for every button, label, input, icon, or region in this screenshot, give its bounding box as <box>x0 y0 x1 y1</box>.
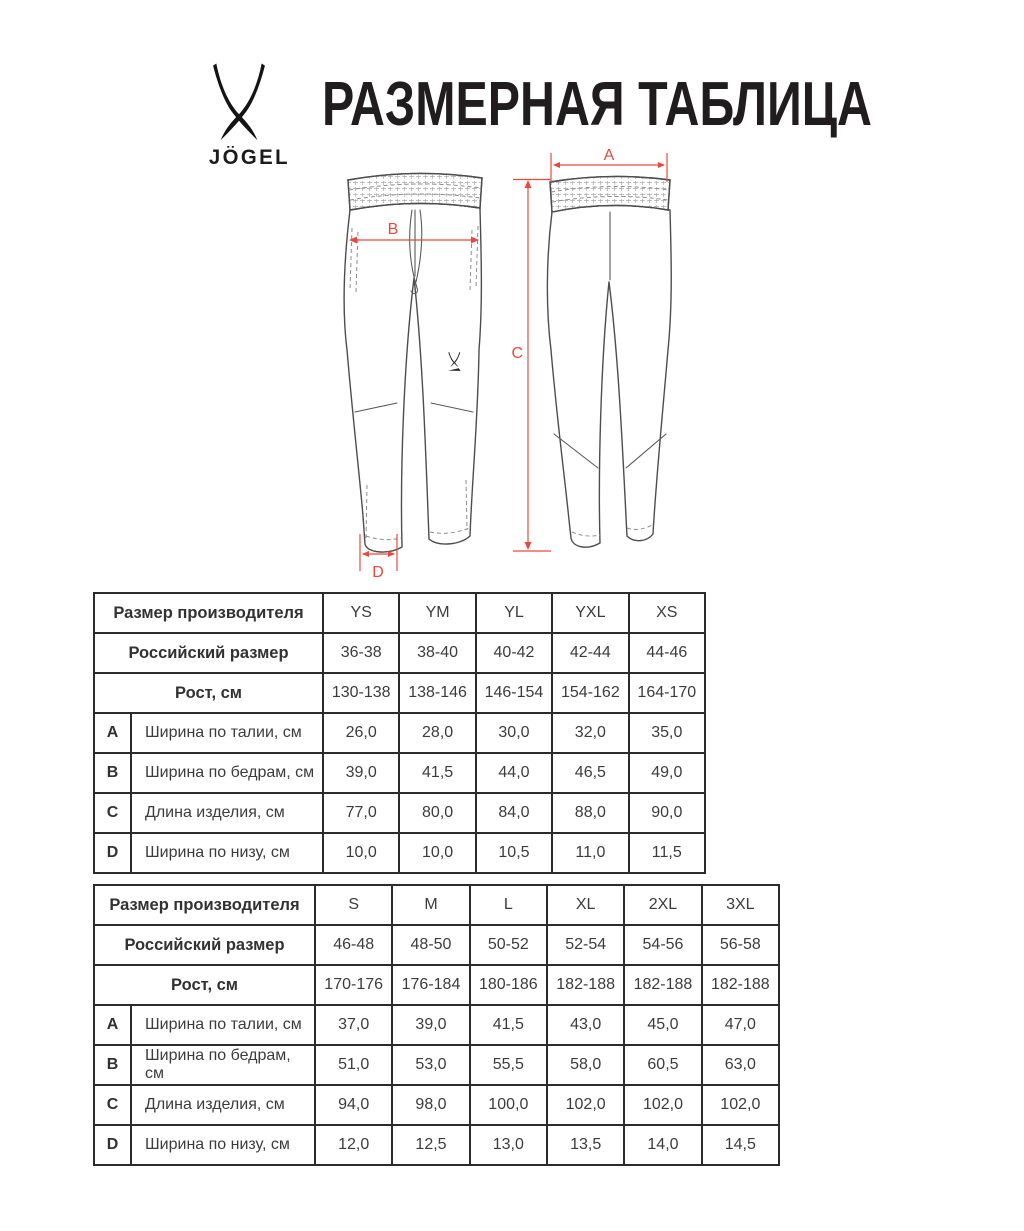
measure-value-cell: 43,0 <box>547 1005 624 1045</box>
measure-value-cell: 63,0 <box>702 1045 779 1085</box>
measure-value-cell: 13,5 <box>547 1125 624 1165</box>
dim-label-c: C <box>511 345 523 362</box>
size-header-cell: L <box>470 885 547 925</box>
russian-size-cell: 56-58 <box>702 925 779 965</box>
height-cell: 154-162 <box>552 673 628 713</box>
measure-row <box>94 833 705 873</box>
height-cell: 180-186 <box>470 965 547 1005</box>
dimension-c <box>511 180 551 552</box>
russian-size-cell: 54-56 <box>624 925 701 965</box>
height-cell: 138-146 <box>399 673 475 713</box>
measure-letter-cell: B <box>94 1045 131 1085</box>
measure-value-cell: 98,0 <box>392 1085 469 1125</box>
russian-size-cell: 52-54 <box>547 925 624 965</box>
measure-row <box>94 753 705 793</box>
dim-label-b: B <box>387 221 399 238</box>
height-cell: 176-184 <box>392 965 469 1005</box>
russian-size-row <box>94 925 779 965</box>
measure-value-cell: 60,5 <box>624 1045 701 1085</box>
measure-value-cell: 100,0 <box>470 1085 547 1125</box>
size-header-cell: 3XL <box>702 885 779 925</box>
manufacturer-size-row <box>94 885 779 925</box>
measure-value-cell: 80,0 <box>399 793 475 833</box>
measure-name-cell: Длина изделия, см <box>131 793 323 833</box>
measure-name-cell: Длина изделия, см <box>131 1085 315 1125</box>
russian-size-cell: 42-44 <box>552 633 628 673</box>
measure-row <box>94 1045 779 1085</box>
pants-front-view <box>344 173 482 552</box>
height-cell: 182-188 <box>547 965 624 1005</box>
size-header-cell: 2XL <box>624 885 701 925</box>
measure-value-cell: 12,5 <box>392 1125 469 1165</box>
measure-value-cell: 10,0 <box>399 833 475 873</box>
measure-value-cell: 41,5 <box>399 753 475 793</box>
measure-letter-cell: A <box>94 1005 131 1045</box>
manufacturer-size-label: Размер производителя <box>94 885 315 925</box>
measure-value-cell: 84,0 <box>476 793 552 833</box>
measure-name-cell: Ширина по низу, см <box>131 1125 315 1165</box>
measure-name-cell: Ширина по талии, см <box>131 713 323 753</box>
measure-value-cell: 90,0 <box>629 793 705 833</box>
measure-value-cell: 45,0 <box>624 1005 701 1045</box>
measure-value-cell: 102,0 <box>702 1085 779 1125</box>
size-header-cell: M <box>392 885 469 925</box>
measure-value-cell: 35,0 <box>629 713 705 753</box>
height-cell: 182-188 <box>624 965 701 1005</box>
measure-value-cell: 32,0 <box>552 713 628 753</box>
page-title: РАЗМЕРНАЯ ТАБЛИЦА <box>322 70 872 139</box>
measure-row <box>94 793 705 833</box>
measure-value-cell: 28,0 <box>399 713 475 753</box>
measure-letter-cell: A <box>94 713 131 753</box>
size-header-cell: YM <box>399 593 475 633</box>
size-header-cell: YXL <box>552 593 628 633</box>
height-cell: 130-138 <box>323 673 399 713</box>
size-header-cell: YS <box>323 593 399 633</box>
russian-size-cell: 40-42 <box>476 633 552 673</box>
measure-value-cell: 53,0 <box>392 1045 469 1085</box>
measure-value-cell: 10,5 <box>476 833 552 873</box>
measure-value-cell: 55,5 <box>470 1045 547 1085</box>
measure-name-cell: Ширина по талии, см <box>131 1005 315 1045</box>
measure-value-cell: 44,0 <box>476 753 552 793</box>
measure-value-cell: 26,0 <box>323 713 399 753</box>
russian-size-cell: 36-38 <box>323 633 399 673</box>
measure-value-cell: 39,0 <box>323 753 399 793</box>
measure-value-cell: 11,5 <box>629 833 705 873</box>
size-table-adult <box>93 884 780 1166</box>
russian-size-label: Российский размер <box>94 925 315 965</box>
russian-size-cell: 38-40 <box>399 633 475 673</box>
russian-size-label: Российский размер <box>94 633 323 673</box>
measure-value-cell: 13,0 <box>470 1125 547 1165</box>
measure-value-cell: 11,0 <box>552 833 628 873</box>
measure-value-cell: 46,5 <box>552 753 628 793</box>
russian-size-cell: 46-48 <box>315 925 392 965</box>
height-row <box>94 965 779 1005</box>
dim-label-d: D <box>372 564 384 581</box>
russian-size-cell: 44-46 <box>629 633 705 673</box>
height-cell: 170-176 <box>315 965 392 1005</box>
size-header-cell: XL <box>547 885 624 925</box>
russian-size-cell: 50-52 <box>470 925 547 965</box>
size-header-cell: XS <box>629 593 705 633</box>
measure-letter-cell: B <box>94 753 131 793</box>
measure-letter-cell: C <box>94 793 131 833</box>
measure-value-cell: 94,0 <box>315 1085 392 1125</box>
height-cell: 164-170 <box>629 673 705 713</box>
measure-name-cell: Ширина по бедрам, см <box>131 753 323 793</box>
measure-value-cell: 39,0 <box>392 1005 469 1045</box>
measure-value-cell: 49,0 <box>629 753 705 793</box>
measure-letter-cell: D <box>94 1125 131 1165</box>
measure-value-cell: 41,5 <box>470 1005 547 1045</box>
measure-row <box>94 1085 779 1125</box>
manufacturer-size-row <box>94 593 705 633</box>
measure-value-cell: 47,0 <box>702 1005 779 1045</box>
russian-size-cell: 48-50 <box>392 925 469 965</box>
measure-letter-cell: C <box>94 1085 131 1125</box>
measure-value-cell: 12,0 <box>315 1125 392 1165</box>
height-label: Рост, см <box>94 965 315 1005</box>
measure-value-cell: 88,0 <box>552 793 628 833</box>
jogel-logo-icon <box>212 60 266 148</box>
measure-value-cell: 10,0 <box>323 833 399 873</box>
measure-value-cell: 102,0 <box>547 1085 624 1125</box>
measure-value-cell: 14,5 <box>702 1125 779 1165</box>
size-header-cell: YL <box>476 593 552 633</box>
size-header-cell: S <box>315 885 392 925</box>
height-label: Рост, см <box>94 673 323 713</box>
measure-value-cell: 30,0 <box>476 713 552 753</box>
height-row <box>94 673 705 713</box>
pants-size-diagram <box>320 140 710 600</box>
measure-value-cell: 77,0 <box>323 793 399 833</box>
manufacturer-size-label: Размер производителя <box>94 593 323 633</box>
measure-value-cell: 102,0 <box>624 1085 701 1125</box>
measure-name-cell: Ширина по бедрам, см <box>131 1045 315 1085</box>
measure-value-cell: 14,0 <box>624 1125 701 1165</box>
height-cell: 146-154 <box>476 673 552 713</box>
measure-row <box>94 1005 779 1045</box>
pants-back-view <box>547 176 671 547</box>
measure-name-cell: Ширина по низу, см <box>131 833 323 873</box>
size-table-youth <box>93 592 706 874</box>
russian-size-row <box>94 633 705 673</box>
measure-row <box>94 713 705 753</box>
measure-value-cell: 37,0 <box>315 1005 392 1045</box>
height-cell: 182-188 <box>702 965 779 1005</box>
measure-letter-cell: D <box>94 833 131 873</box>
measure-value-cell: 58,0 <box>547 1045 624 1085</box>
measure-value-cell: 51,0 <box>315 1045 392 1085</box>
dim-label-a: A <box>603 147 615 164</box>
measure-row <box>94 1125 779 1165</box>
brand-wordmark: JÖGEL <box>208 146 291 169</box>
